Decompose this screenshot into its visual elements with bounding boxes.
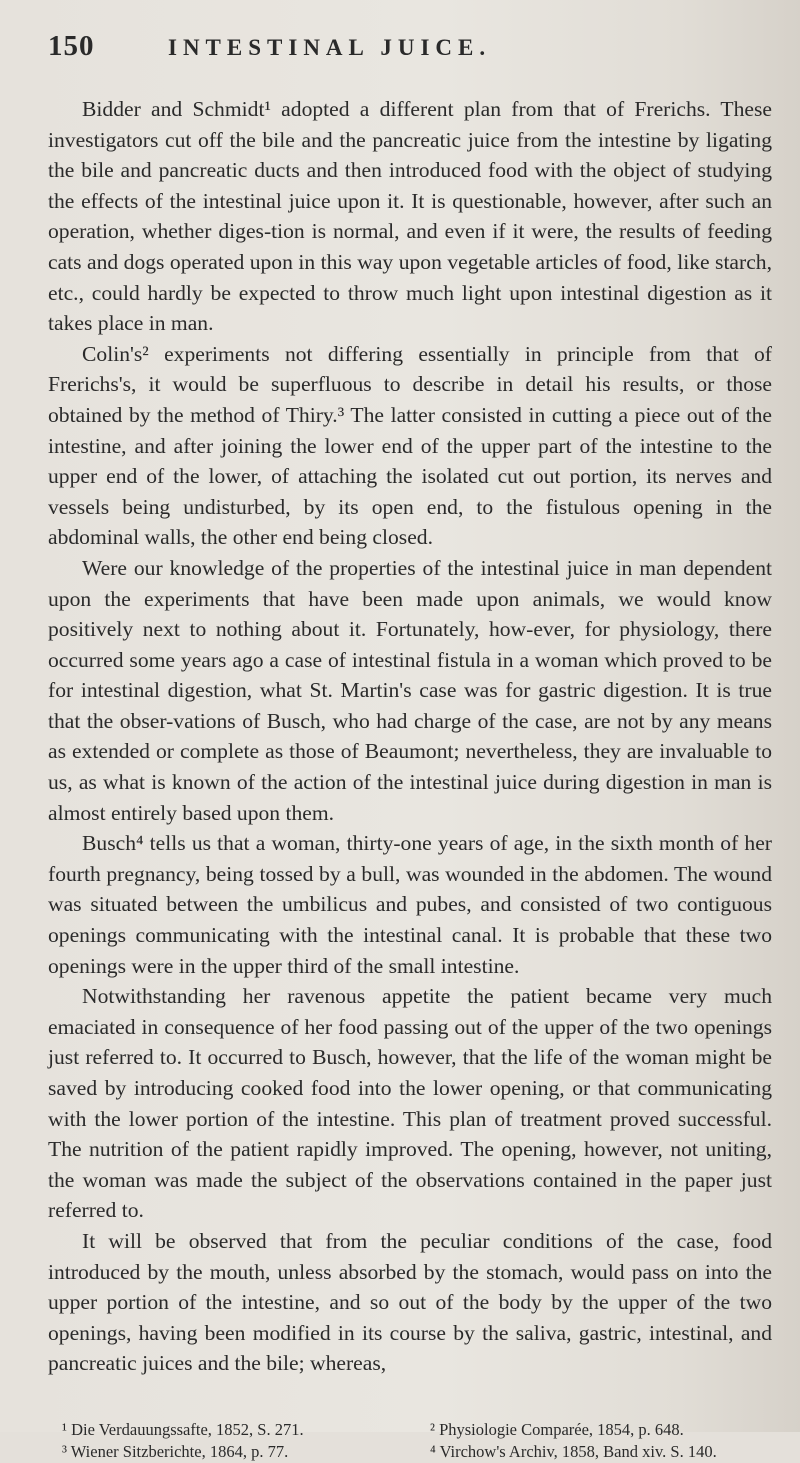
running-title: INTESTINAL JUICE. [168, 35, 492, 60]
running-head [48, 30, 772, 70]
page-number: 150 [48, 30, 95, 62]
body-text [48, 94, 772, 1379]
paragraph-knowledge: Were our knowledge of the properties of the intestinal juice in man dependent upon the experiments that have been made upon animals, we would know positively next to nothing about it. Fortunately, how-ever, for physiology, there occurred some years ago a case of intestinal fistula in a woman which proved to be for intestinal digestion, what St. Martin's case was for gastric digestion. It is true that the obser-vations of Busch, who had charge of the case, are not by any means as extended or complete as those of Beaumont; nevertheless, they are invaluable to us, as what is known of the action of the intestinal juice during digestion in man is almost entirely based upon them. [48, 555, 772, 825]
paragraph-observation: It will be observed that from the peculiar conditions of the case, food introduced by the mouth, unless absorbed by the stomach, would pass on into the upper portion of the intestine, and so out of the body by the upper of the two openings, having been modified in its course by the saliva, gastric, intestinal, and pancreatic juices and the bile; whereas, [48, 1228, 772, 1376]
footnote-1: ¹ Die Verdauungssafte, 1852, S. 271. [62, 1419, 304, 1439]
paragraph-colin: Colin's² experiments not differing essentially in principle from that of Frerichs's, it would be superfluous to describe in detail his results, or those obtained by the method of Thiry.³ The latter consisted in cutting a piece out of the intestine, and after joining the lower end of the upper part of the intestine to the upper end of the lower, of attaching the isolated cut out portion, its nerves and vessels being undisturbed, by its open end, to the fistulous opening in the abdominal walls, the other end being closed. [48, 341, 772, 550]
paragraph-treatment: Notwithstanding her ravenous appetite the patient became very much emaciated in consequence of her food passing out of the upper of the two openings just referred to. It occurred to Busch, however, that the life of the woman might be saved by introducing cooked food into the lower opening, or that communicating with the lower portion of the intestine. This plan of treatment proved successful. The nutrition of the patient rapidly improved. The opening, however, not uniting, the woman was made the subject of the observations contained in the paper just referred to. [48, 984, 772, 1223]
footnote-3: ³ Wiener Sitzberichte, 1864, p. 77. [62, 1441, 289, 1461]
paragraph-busch-case: Busch⁴ tells us that a woman, thirty-one years of age, in the sixth month of her fourth pregnancy, being tossed by a bull, was wounded in the abdomen. The wound was situated between the umbilicus and pubes, and consisted of two contiguous openings communicating with the intestinal canal. It is probable that these two openings were in the upper third of the small intestine. [48, 831, 772, 978]
footnote-2: ² Physiologie Comparée, 1854, p. 648. [430, 1419, 684, 1439]
paragraph-bidder-schmidt: Bidder and Schmidt¹ adopted a different plan from that of Frerichs. These investigators cut off the bile and the pancreatic juice from the intestine by ligating the bile and pancreatic ducts and then introduced food with the object of studying the effects of the intestinal juice upon it. It is questionable, however, after such an operation, whether diges-tion is normal, and even if it were, the results of feeding cats and dogs operated upon in this way upon vegetable articles of food, like starch, etc., could hardly be expected to throw much light upon intestinal digestion as it takes place in man. [48, 97, 772, 336]
footnotes [48, 1419, 772, 1463]
footnote-4: ⁴ Virchow's Archiv, 1858, Band xiv. S. 140. [430, 1441, 717, 1461]
